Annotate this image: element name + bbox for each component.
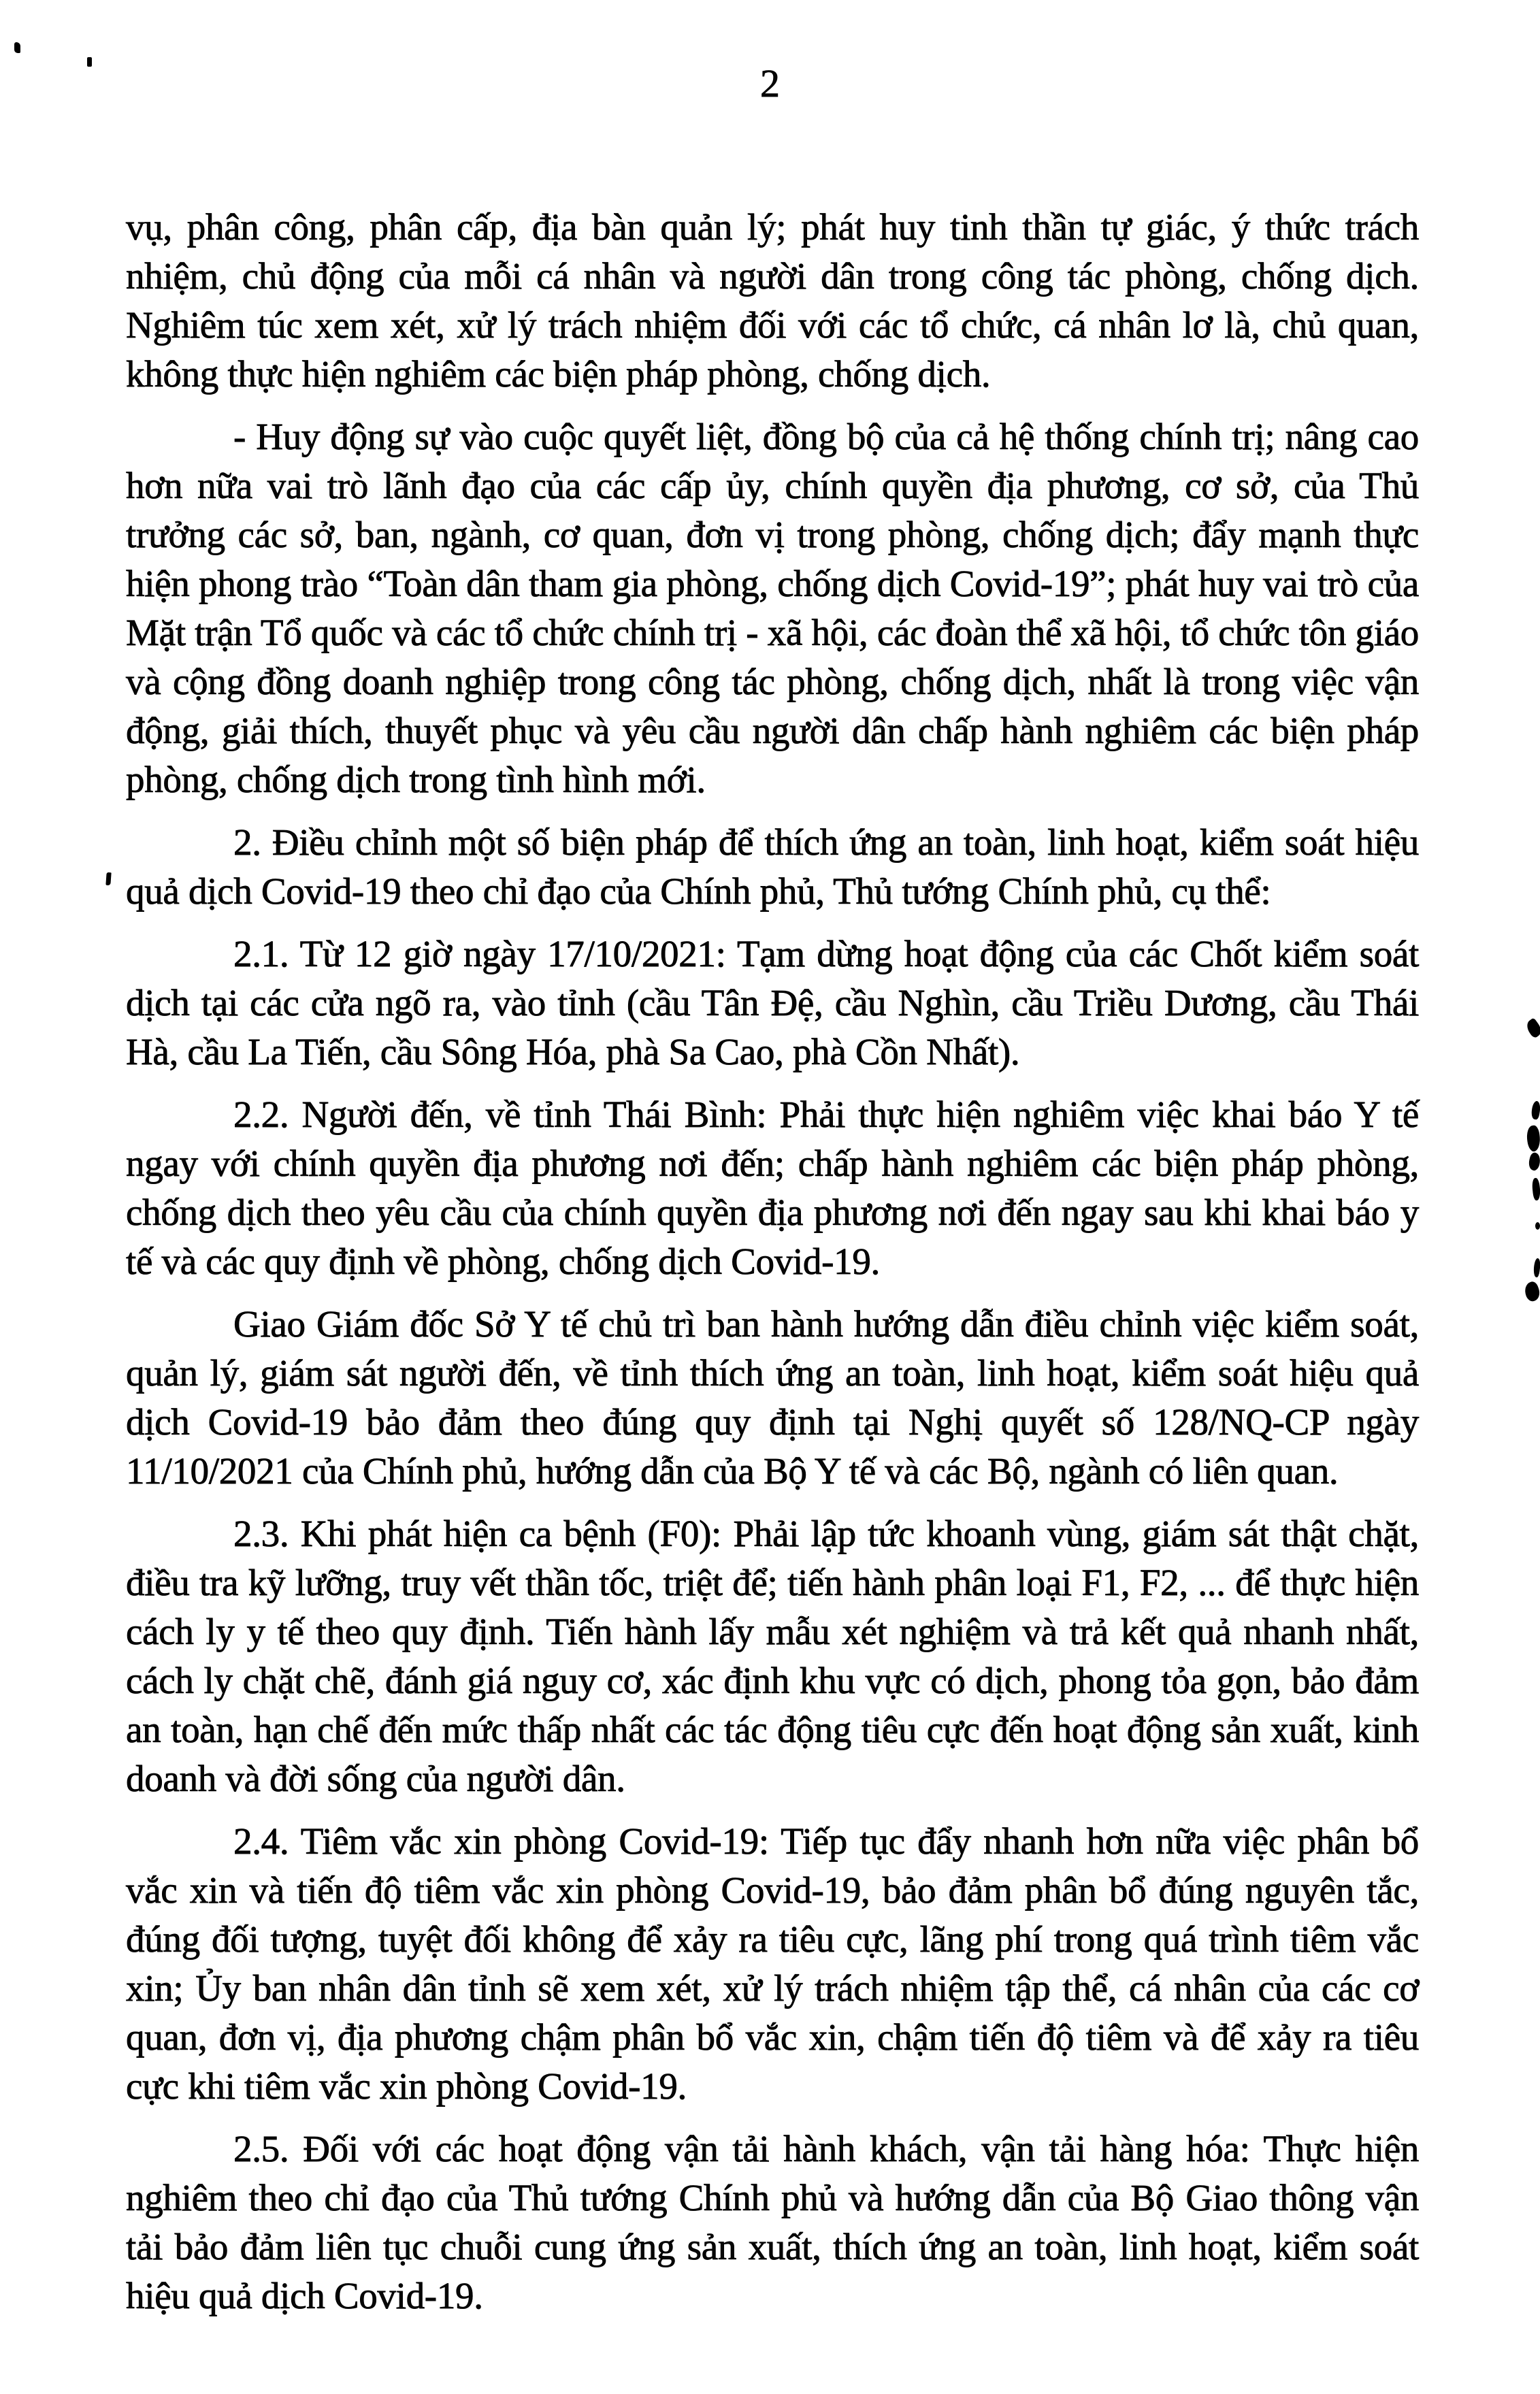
- paragraph: vụ, phân công, phân cấp, địa bàn quản lý; phát huy tinh thần tự giác, ý thức trách nhiệm, chủ động của mỗi cá nhân và người dân trong công tác phòng, chống dịch. Nghiêm túc xem xét, xử lý trách nhiệm đối với các tổ chức, cá nhân lơ là, chủ quan, không thực hiện nghiêm các biện pháp phòng, chống dịch.: [126, 206, 1419, 395]
- edge-ink-smudge: [1522, 1280, 1540, 1302]
- scan-speck: [87, 57, 92, 67]
- paragraph: 2.1. Từ 12 giờ ngày 17/10/2021: Tạm dừng hoạt động của các Chốt kiểm soát dịch tại các cửa ngõ ra, vào tỉnh (cầu Tân Đệ, cầu Nghìn, cầu Triều Dương, cầu Thái Hà, cầu La Tiến, cầu Sông Hóa, phà Sa Cao, phà Cồn Nhất).: [126, 933, 1419, 1072]
- page-body: [126, 203, 1419, 2321]
- page-number: 2: [760, 61, 780, 105]
- edge-ink-smudge: [1525, 1125, 1540, 1152]
- paragraph: Giao Giám đốc Sở Y tế chủ trì ban hành hướng dẫn điều chỉnh việc kiểm soát, quản lý, giám sát người đến, về tỉnh thích ứng an toàn, linh hoạt, kiểm soát hiệu quả dịch Covid-19 bảo đảm theo đúng quy định tại Nghị quyết số 128/NQ-CP ngày 11/10/2021 của Chính phủ, hướng dẫn của Bộ Y tế và các Bộ, ngành có liên quan.: [126, 1303, 1419, 1492]
- edge-ink-smudge: [1524, 1017, 1540, 1039]
- scan-speck: [14, 42, 20, 53]
- edge-ink-smudge: [1530, 1100, 1540, 1120]
- edge-ink-smudge: [1531, 1178, 1540, 1201]
- edge-ink-smudge: [1527, 1151, 1540, 1171]
- edge-ink-smudge: [1535, 1222, 1540, 1230]
- scan-speck: [105, 872, 111, 885]
- paragraph: 2. Điều chỉnh một số biện pháp để thích ứng an toàn, linh hoạt, kiểm soát hiệu quả dịch Covid-19 theo chỉ đạo của Chính phủ, Thủ tướng Chính phủ, cụ thể:: [126, 821, 1419, 912]
- paragraph: 2.2. Người đến, về tỉnh Thái Bình: Phải thực hiện nghiêm việc khai báo Y tế ngay với chính quyền địa phương nơi đến; chấp hành nghiêm các biện pháp phòng, chống dịch theo yêu cầu của chính quyền địa phương nơi đến ngay sau khi khai báo y tế và các quy định về phòng, chống dịch Covid-19.: [126, 1094, 1419, 1282]
- edge-ink-smudge: [1533, 1258, 1540, 1278]
- paragraph: - Huy động sự vào cuộc quyết liệt, đồng bộ của cả hệ thống chính trị; nâng cao hơn nữa vai trò lãnh đạo của các cấp ủy, chính quyền địa phương, cơ sở, của Thủ trưởng các sở, ban, ngành, cơ quan, đơn vị trong phòng, chống dịch; đẩy mạnh thực hiện phong trào “Toàn dân tham gia phòng, chống dịch Covid-19”; phát huy vai trò của Mặt trận Tổ quốc và các tổ chức chính trị - xã hội, các đoàn thể xã hội, tổ chức tôn giáo và cộng đồng doanh nghiệp trong công tác phòng, chống dịch, nhất là trong việc vận động, giải thích, thuyết phục và yêu cầu người dân chấp hành nghiêm các biện pháp phòng, chống dịch trong tình hình mới.: [126, 416, 1419, 800]
- paragraph: 2.3. Khi phát hiện ca bệnh (F0): Phải lập tức khoanh vùng, giám sát thật chặt, điều tra kỹ lưỡng, truy vết thần tốc, triệt để; tiến hành phân loại F1, F2, ... để thực hiện cách ly y tế theo quy định. Tiến hành lấy mẫu xét nghiệm và trả kết quả nhanh nhất, cách ly chặt chẽ, đánh giá nguy cơ, xác định khu vực có dịch, phong tỏa gọn, bảo đảm an toàn, hạn chế đến mức thấp nhất các tác động tiêu cực đến hoạt động sản xuất, kinh doanh và đời sống của người dân.: [126, 1513, 1419, 1799]
- paragraph: 2.5. Đối với các hoạt động vận tải hành khách, vận tải hàng hóa: Thực hiện nghiêm theo chỉ đạo của Thủ tướng Chính phủ và hướng dẫn của Bộ Giao thông vận tải bảo đảm liên tục chuỗi cung ứng sản xuất, thích ứng an toàn, linh hoạt, kiểm soát hiệu quả dịch Covid-19.: [126, 2128, 1419, 2316]
- paragraph: 2.4. Tiêm vắc xin phòng Covid-19: Tiếp tục đẩy nhanh hơn nữa việc phân bổ vắc xin và tiến độ tiêm vắc xin phòng Covid-19, bảo đảm phân bổ đúng nguyên tắc, đúng đối tượng, tuyệt đối không để xảy ra tiêu cực, lãng phí trong quá trình tiêm vắc xin; Ủy ban nhân dân tỉnh sẽ xem xét, xử lý trách nhiệm tập thể, cá nhân của các cơ quan, đơn vị, địa phương chậm phân bổ vắc xin, chậm tiến độ tiêm và để xảy ra tiêu cực khi tiêm vắc xin phòng Covid-19.: [126, 1820, 1419, 2107]
